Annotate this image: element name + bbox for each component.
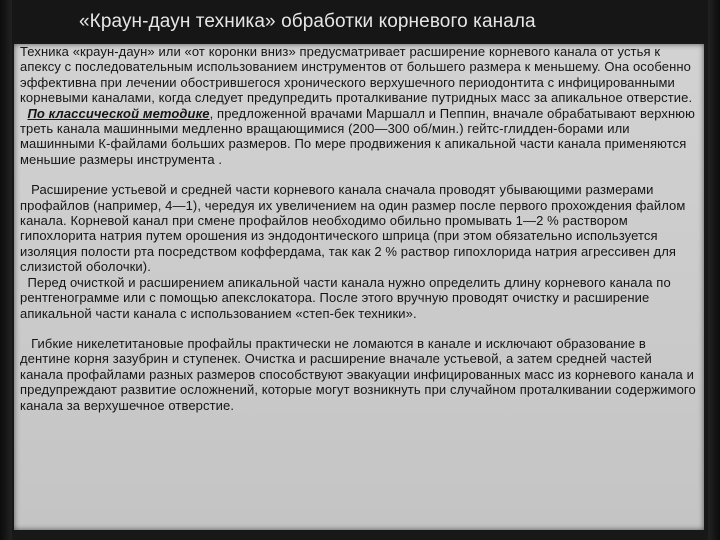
paragraph-apical-length bbox=[20, 275, 698, 321]
apical-length-text: Перед очисткой и расширением апикальной части канала нужно определить длину корневого канала по рентгенограмме или с помощью апекслокатора. После этого вручную проводят очистку и расширение апикальной части канала с использованием «степ-бек техники». bbox=[20, 274, 671, 321]
title-bar bbox=[12, 0, 708, 42]
classic-method-emphasis: По классической методике bbox=[27, 105, 210, 121]
content-panel bbox=[14, 44, 704, 530]
paragraph-crown-down-intro: Техника «краун-даун» или «от коронки вниз» предусматривает расширение корневого канала от устья к апексу с последовательным использованием инструментов от большего размера к меньшему. Она особенно эффективна при лечении обострившегося хронического верхушечного периодонтита с инфицированными корневыми каналами, когда следует предупредить проталкивание путридных масс за апикальное отверстие. bbox=[20, 44, 693, 106]
paragraph-niti-profiles bbox=[20, 336, 698, 413]
slide-title: «Краун-даун техника» обработки корневого канала bbox=[79, 11, 536, 32]
classic-method-text: , предложенной врачами Маршалл и Пеппин, вначале обрабатывают верхнюю треть канала машинными медленно вращающимися (200—300 об/мин.) гейтс-глидден-борами или машинными К-файлами больших размеров. По мере продвижения к апикальной части канала применяются меньшие размеры инструмента . bbox=[20, 105, 695, 167]
paragraph-classic-method bbox=[20, 106, 698, 168]
body-text bbox=[20, 44, 698, 413]
slide-right-edge bbox=[708, 0, 720, 540]
orifice-expansion-text: Расширение устьевой и средней части корневого канала сначала проводят убывающими размерами профайлов (например, 4—1), чередуя их увеличением на один размер после первого прохождения файлом канала. Корневой канал при смене профайлов необходимо обильно промывать 1—2 % раствором гипохлорита натрия путем орошения из эндодонтического шприца (при этом обязательно используется изоляция полости рта посредством коффердама, так как 2 % раствор гипохлорида натрия агрессивен для слизистой оболочки). bbox=[20, 182, 686, 275]
paragraph-orifice-expansion bbox=[20, 182, 698, 274]
paragraph-gap bbox=[20, 167, 698, 182]
slide-left-edge bbox=[0, 0, 12, 540]
paragraph-gap bbox=[20, 321, 698, 336]
niti-profiles-text: Гибкие никелетитановые профайлы практически не ломаются в канале и исключают образование в дентине корня зазубрин и ступенек. Очистка и расширение вначале устьевой, а затем средней частей канала профайлами разных размеров способствуют эвакуации инфицированных масс из корневого канала и предупреждают развитие осложнений, которые могут возникнуть при случайном проталкивании содержимого канала за верхушечное отверстие. bbox=[20, 335, 696, 413]
